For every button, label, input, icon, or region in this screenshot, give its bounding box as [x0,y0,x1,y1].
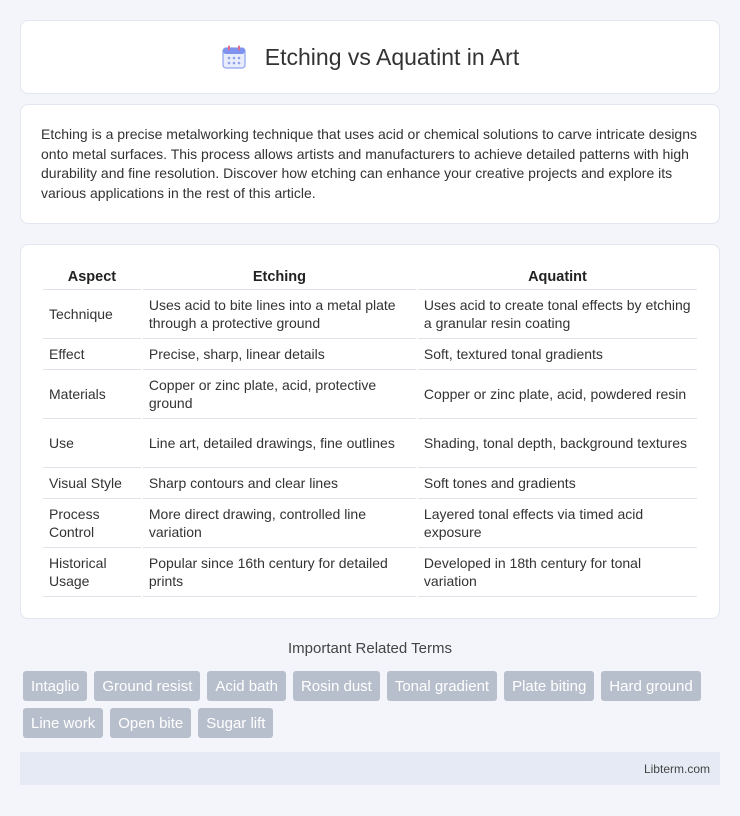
related-terms-tags [23,671,723,738]
column-header-aquatint: Aquatint [418,265,697,290]
table-row [43,290,697,339]
table-cell-aspect: Process Control [43,499,141,548]
tag-intaglio[interactable]: Intaglio [23,671,87,701]
tag-line-work[interactable]: Line work [23,708,103,738]
table-cell-aspect: Technique [43,290,141,339]
table-cell-aspect: Use [43,419,141,468]
column-header-etching: Etching [143,265,416,290]
tag-sugar-lift[interactable]: Sugar lift [198,708,273,738]
table-cell-aquatint: Developed in 18th century for tonal variation [418,548,697,597]
footer [20,752,720,785]
table-cell-aquatint: Uses acid to create tonal effects by etching a granular resin coating [418,290,697,339]
table-cell-aquatint: Shading, tonal depth, background textures [418,419,697,468]
table-cell-aspect: Visual Style [43,468,141,499]
table-cell-aquatint: Soft, textured tonal gradients [418,339,697,370]
tag-plate-biting[interactable]: Plate biting [504,671,594,701]
tag-hard-ground[interactable]: Hard ground [601,671,700,701]
table-row [43,370,697,419]
table-cell-etching: Precise, sharp, linear details [143,339,416,370]
table-header-row [43,265,697,290]
header [221,44,519,71]
table-row [43,339,697,370]
related-terms-title: Important Related Terms [288,640,452,657]
table-row [43,548,697,597]
table-cell-etching: Line art, detailed drawings, fine outlines [143,419,416,468]
table-row [43,499,697,548]
table-cell-aquatint: Layered tonal effects via timed acid exposure [418,499,697,548]
table-cell-etching: Copper or zinc plate, acid, protective ground [143,370,416,419]
tag-acid-bath[interactable]: Acid bath [207,671,286,701]
comparison-table [41,265,699,597]
table-cell-aquatint: Soft tones and gradients [418,468,697,499]
intro-text: Etching is a precise metalworking technique that uses acid or chemical solutions to carve intricate designs onto metal surfaces. This process allows artists and manufacturers to achieve detailed patterns with high durability and fine resolution. Discover how etching can enhance your creative projects and explore its various applications in the rest of this article. [41,126,697,201]
header-card [20,20,720,94]
table-cell-aspect: Effect [43,339,141,370]
intro-card [20,104,720,224]
table-row [43,468,697,499]
tag-rosin-dust[interactable]: Rosin dust [293,671,380,701]
table-cell-etching: More direct drawing, controlled line variation [143,499,416,548]
table-cell-aspect: Materials [43,370,141,419]
tag-tonal-gradient[interactable]: Tonal gradient [387,671,497,701]
page-title: Etching vs Aquatint in Art [264,43,520,70]
footer-site-link[interactable]: Libterm.com [643,761,710,776]
tag-open-bite[interactable]: Open bite [110,708,191,738]
column-header-aspect: Aspect [43,265,141,290]
table-cell-etching: Sharp contours and clear lines [143,468,416,499]
comparison-card [20,244,720,619]
table-cell-etching: Uses acid to bite lines into a metal plate through a protective ground [143,290,416,339]
table-cell-aquatint: Copper or zinc plate, acid, powdered resin [418,370,697,419]
calendar-icon [221,44,247,70]
table-cell-etching: Popular since 16th century for detailed prints [143,548,416,597]
table-row [43,419,697,468]
tag-ground-resist[interactable]: Ground resist [94,671,200,701]
table-cell-aspect: Historical Usage [43,548,141,597]
